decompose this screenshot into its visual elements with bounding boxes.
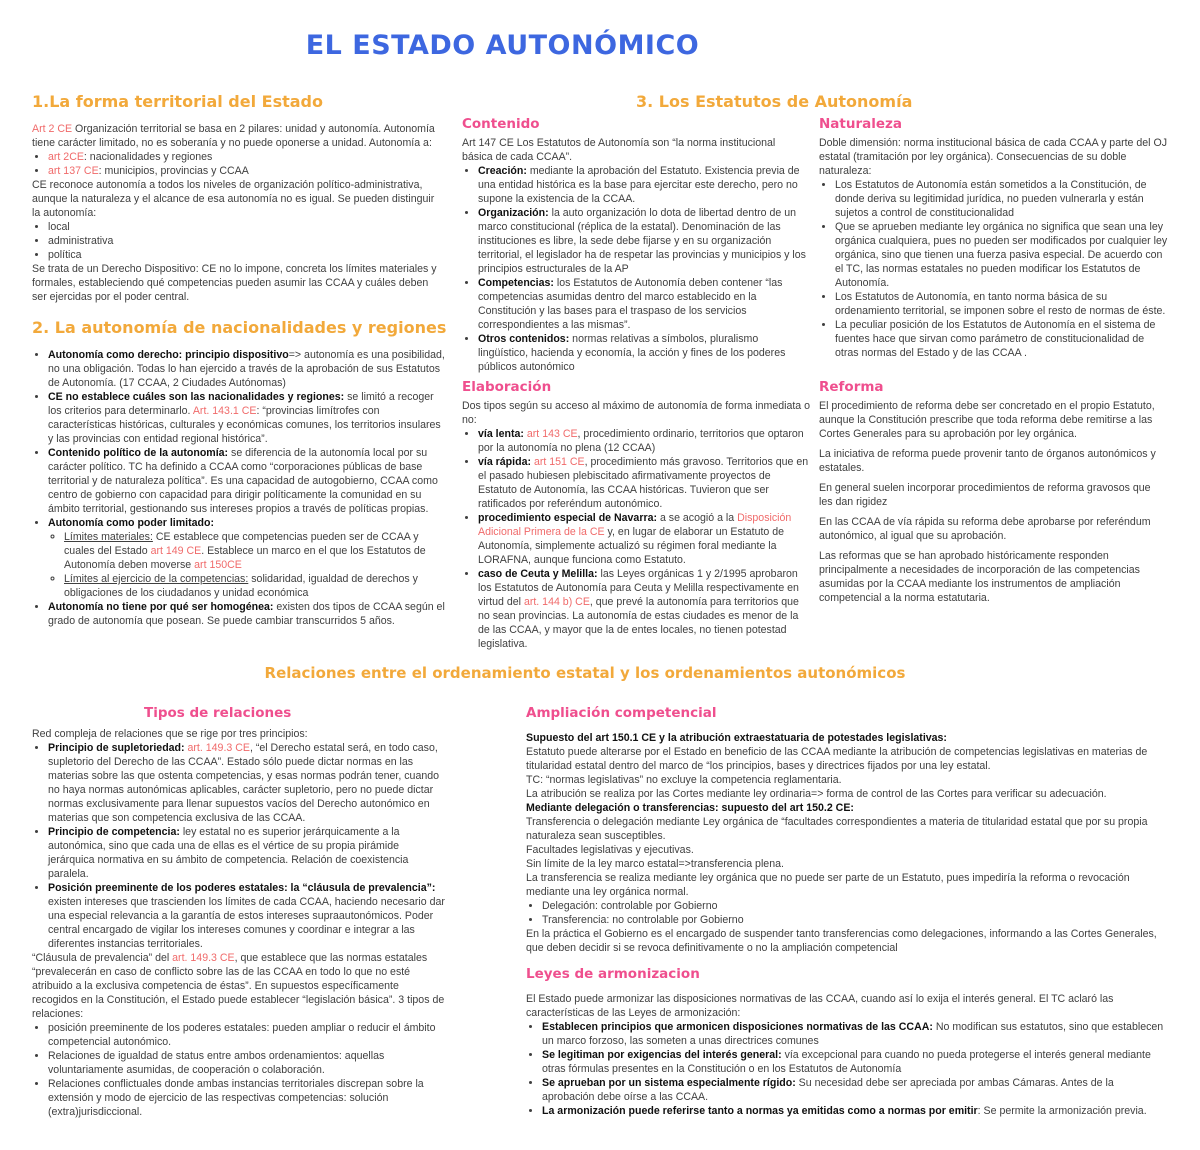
relation-types-list	[32, 1021, 447, 1119]
intro-text: Organización territorial se basa en 2 pilares: unidad y autonomía. Autonomía tiene carácter limitado, no es soberanía y no puede oponerse a unidad. Autonomía a:	[32, 123, 435, 149]
list-item: • local	[48, 220, 437, 234]
contenido-heading: Contenido	[462, 116, 540, 132]
list-item	[542, 1076, 1166, 1104]
ref: Disposición Adicional Primera de la CE	[478, 512, 792, 538]
sub-item	[64, 572, 447, 600]
item-text: se diferencia de la autonomía local por su carácter político. TC ha definido a CCAA como “corporaciones públicas de base territorial y de naturaleza política”. Es una capacidad de autogobierno, CCAA como centro de gobierno con capacidad para dirigir políticamente la comunidad en su ámbito territorial, gestionando sus intereses propios a través de políticas propias.	[48, 447, 438, 515]
item-title: Autonomía como poder limitado:	[48, 517, 214, 529]
item-text: : “provincias limítrofes con características históricas, culturales y económicas comunes, los territorios insulares y las provincias con entidad regional histórica”.	[48, 405, 441, 445]
item-text: solidaridad, igualdad de derechos y obligaciones de los ciudadanos y unidad económica	[64, 573, 418, 599]
item-text: los Estatutos de Autonomía deben contener “las competencias asumidas dentro del marco establecido en la Constitución y las bases para el traspaso de los servicios correspondientes a las mismas”.	[478, 277, 783, 331]
contenido-body	[462, 136, 807, 374]
elaboracion-list	[462, 427, 812, 651]
subheading: Supuesto del art 150.1 CE y la atribución extraestatuaria de potestades legislativas:	[526, 732, 947, 744]
paragraph: Sin límite de la ley marco estatal=>transferencia plena.	[526, 858, 784, 870]
item-text: : Se permite la armonización previa.	[977, 1105, 1147, 1117]
ampliacion-heading: Ampliación competencial	[526, 705, 717, 721]
ref: Art. 143.1 CE	[192, 405, 257, 417]
list-item	[478, 567, 812, 651]
list-item: • Que se aprueben mediante ley orgánica no significa que sean una ley orgánica cualquiera, pues no pueden ser modificados por cualquier ley orgánica, sino que tienen una fuerza pasiva especial. De acuerdo con el TC, las normas estatales no pueden modificar los Estatutos de Autonomía.	[835, 220, 1169, 290]
principles-list	[32, 741, 447, 951]
contenido-list	[462, 164, 807, 374]
intro-paragraph	[32, 122, 437, 150]
paragraph	[32, 951, 447, 1021]
sub-title: Límites materiales:	[64, 531, 153, 543]
list-item: • La peculiar posición de los Estatutos de Autonomía en el sistema de fuentes hace que sirvan como parámetro de constitucionalidad de otras normas del Estado y de las CCAA .	[835, 318, 1169, 360]
list-item	[478, 164, 807, 206]
item-text: => autonomía es una posibilidad, no una obligación. Todas lo han ejercido a través de la aprobación de sus Estatutos de Autonomía. (17 CCAA, 2 Ciudades Autónomas)	[48, 349, 445, 389]
item-title: Creación:	[478, 165, 527, 177]
list-item: • posición preeminente de los poderes estatales: pueden ampliar o reducir el ámbito competencial autonómico.	[48, 1021, 447, 1049]
list-item	[48, 164, 437, 178]
list-item	[542, 1020, 1166, 1048]
ref: art 151 CE	[533, 456, 585, 468]
ref: art. 144 b) CE	[523, 596, 590, 608]
ref: art 137 CE	[48, 165, 99, 177]
item-text: CE establece que competencias pueden ser de CCAA y cuales del Estado	[64, 531, 419, 557]
list-item	[48, 150, 437, 164]
subheading: Mediante delegación o transferencias: supuesto del art 150.2 CE:	[526, 802, 854, 814]
paragraph: Doble dimensión: norma institucional básica de cada CCAA y parte del OJ estatal (tramitación por ley orgánica). Consecuencias de su doble naturaleza:	[819, 137, 1168, 177]
section-1-body	[32, 122, 437, 304]
ref: art. 149.3 CE	[172, 952, 235, 964]
list-item	[48, 348, 447, 390]
item-text: ley estatal no es superior jerárquicamente a la autonómica, sino que cada una de ellas es el vértice de su propia pirámide jerárquica normativa en su ámbito de competencia. Relación de coexistencia paralela.	[48, 826, 409, 880]
paragraph: En la práctica el Gobierno es el encargado de suspender tanto transferencias como delegaciones, informando a las Cortes Generales, que deben decidir si se revoca definitivamente o no la ampliación competencial	[526, 928, 1157, 954]
item-text: , “el Derecho estatal será, en todo caso, supletorio del Derecho de las CCAA”. Estado sólo puede dictar normas en las materias sobre las que ostenta competencias, y esas normas podrán tener, cuando no haya normas autonómicas aplicables, carácter supletorio, pero no puede dictar normas exclusivamente para llenar supuestos vacíos del Derecho autonómico en materias que son competencia exclusiva de las CCAA.	[48, 742, 440, 824]
item-title: Contenido político de la autonomía:	[48, 447, 229, 459]
item-title: Se legitiman por exigencias del interés general:	[542, 1049, 782, 1061]
sub-list	[48, 530, 447, 600]
paragraph: El Estado puede armonizar las disposiciones normativas de las CCAA, cuando así lo exija el interés general. El TC aclaró las características de las Leyes de armonización:	[526, 993, 1114, 1019]
sub-title: Límites al ejercicio de la competencias:	[64, 573, 249, 585]
paragraph: Facultades legislativas y ejecutivas.	[526, 844, 694, 856]
item-text: vía excepcional para cuando no pueda protegerse el interés general mediante otras fórmulas presentes en la Constitución o en los Estatutos de Autonomía	[542, 1049, 1151, 1075]
list-item: • Los Estatutos de Autonomía están sometidos a la Constitución, de donde deriva su legitimidad jurídica, no pueden vulnerarla y están sujetos a control de constitucionalidad	[835, 178, 1169, 220]
ref: art 149 CE	[150, 545, 202, 557]
item-title: Principio de supletoriedad:	[48, 742, 185, 754]
levels-list	[32, 220, 437, 262]
naturaleza-list	[819, 178, 1169, 360]
item-text: , procedimiento más gravoso. Territorios que en el pasado hubiesen plebiscitado afirmativamente proyectos de Estatuto de Autonomía, las CCAA históricas. Tuvieron que ser ratificados por referéndum autonómico.	[478, 456, 809, 510]
ref-art2: Art 2 CE	[32, 123, 73, 135]
ampliacion-body	[526, 731, 1166, 955]
list-item: • Transferencia: no controlable por Gobierno	[542, 913, 1166, 927]
section-2-body	[32, 348, 447, 628]
item-title: caso de Ceuta y Melilla:	[478, 568, 598, 580]
list-item	[48, 881, 447, 951]
item-text: a se acogió a la	[657, 512, 738, 524]
list-item	[478, 332, 807, 374]
item-text: No modifican sus estatutos, sino que establecen un marco forzoso, las someten a unas directrices comunes	[542, 1021, 1164, 1047]
paragraph: Transferencia o delegación mediante Ley orgánica de “facultades correspondientes a materia de titularidad estatal que por su propia naturaleza sean susceptibles.	[526, 816, 1148, 842]
section-4-heading: Relaciones entre el ordenamiento estatal y los ordenamientos autonómicos	[264, 664, 906, 682]
list-item: • Relaciones conflictuales donde ambas instancias territoriales discrepan sobre la extensión y modo de ejercicio de las respectivas competencias: solución (extra)jurisdiccional.	[48, 1077, 447, 1119]
item-title: Se aprueban por un sistema especialmente rígido:	[542, 1077, 796, 1089]
list-item	[542, 1104, 1166, 1118]
item-title: CE no establece cuáles son las nacionalidades y regiones:	[48, 391, 345, 403]
list-item	[478, 511, 812, 567]
item-text: mediante la aprobación del Estatuto. Existencia previa de una entidad histórica es la base para ejercitar este derecho, pero no supone la existencia de la CCAA.	[478, 165, 800, 205]
paragraph: En las CCAA de vía rápida su reforma debe aprobarse por referéndum autonómico, al igual que su aprobación.	[819, 516, 1151, 542]
item-text: : nacionalidades y regiones	[83, 151, 213, 163]
control-list	[526, 899, 1166, 927]
item-title: Autonomía no tiene por qué ser homogénea:	[48, 601, 274, 613]
paragraph: Art 147 CE Los Estatutos de Autonomía son “la norma institucional básica de cada CCAA”.	[462, 137, 776, 163]
item-text: “Cláusula de prevalencia” del	[32, 952, 173, 964]
item-text: las Leyes orgánicas 1 y 2/1995 aprobaron los Estatutos de Autonomía para Ceuta y Melilla respectivamente en virtud del	[478, 568, 799, 608]
item-title: Principio de competencia:	[48, 826, 180, 838]
list-item	[48, 390, 447, 446]
reforma-body	[819, 399, 1164, 605]
section-3-heading: 3. Los Estatutos de Autonomía	[636, 92, 913, 111]
item-title: procedimiento especial de Navarra:	[478, 512, 657, 524]
elaboracion-heading: Elaboración	[462, 379, 552, 395]
section-2-heading: 2. La autonomía de nacionalidades y regiones	[32, 318, 447, 337]
paragraph: El procedimiento de reforma debe ser concretado en el propio Estatuto, aunque la Constitución prescribe que toda reforma debe remitirse a las Cortes Generales para su aprobación por ley orgánica.	[819, 400, 1155, 440]
item-title: Establecen principios que armonicen disposiciones normativas de las CCAA:	[542, 1021, 933, 1033]
leyes-heading: Leyes de armonizacion	[526, 966, 700, 982]
naturaleza-heading: Naturaleza	[819, 116, 902, 132]
item-title: Competencias:	[478, 277, 554, 289]
paragraph: La atribución se realiza por las Cortes mediante ley ordinaria=> forma de control de las Cortes para verificar su adecuación.	[526, 788, 1107, 800]
list-item: • Los Estatutos de Autonomía, en tanto norma básica de su ordenamiento territorial, se imponen sobre el resto de normas de éste.	[835, 290, 1169, 318]
paragraph: La iniciativa de reforma puede provenir tanto de órganos autonómicos y estatales.	[819, 448, 1156, 474]
list-item: • Relaciones de igualdad de status entre ambos ordenamientos: aquellas voluntariamente asumidas, de cooperación o colaboración.	[48, 1049, 447, 1077]
paragraph: En general suelen incorporar procedimientos de reforma gravosos que les dan rigidez	[819, 482, 1151, 508]
item-title: La armonización puede referirse tanto a normas ya emitidas como a normas por emitir	[542, 1105, 978, 1117]
item-title: vía lenta:	[478, 428, 524, 440]
ref: art 2CE	[48, 151, 84, 163]
item-text: , que prevé la autonomía para territorios que no sean provincias. La autonomía de estas ciudades es menor de la de las CCAA, y mayor que la de entes locales, no tienen potestad legislativa.	[478, 596, 799, 650]
pillars-list	[32, 150, 437, 178]
paragraph: Dos tipos según su acceso al máximo de autonomía de forma inmediata o no:	[462, 400, 811, 426]
item-text: . Establece un marco en el que los Estatutos de Autonomía deben moverse	[64, 545, 426, 571]
reforma-heading: Reforma	[819, 379, 884, 395]
ref: art. 149.3 CE	[187, 742, 250, 754]
list-item	[48, 516, 447, 600]
list-item: • política	[48, 248, 437, 262]
paragraph: Estatuto puede alterarse por el Estado en beneficio de las CCAA mediante la atribución de competencias legislativas en materias de titularidad estatal dentro del marco de “los principios, bases y directrices fijados por una ley estatal.	[526, 746, 1148, 772]
item-text: existen dos tipos de CCAA según el grado de autonomía que posean. Se puede cambiar transcurridos 5 años.	[48, 601, 445, 627]
paragraph: Las reformas que se han aprobado históricamente responden principalmente a necesidades de incorporación de las competencias asumidas por la CCAA mediante los instrumentos de ampliación competencial a la norma estatutaria.	[819, 550, 1140, 604]
list-item	[48, 741, 447, 825]
paragraph: CE reconoce autonomía a todos los niveles de organización político-administrativa, aunque la naturaleza y el alcance de esa autonomía no es igual. Se pueden distinguir la autonomía:	[32, 179, 435, 219]
list-item	[478, 427, 812, 455]
list-item	[48, 446, 447, 516]
item-text: la auto organización lo dota de libertad dentro de un marco constitucional (réplica de la estatal). Denominación de las instituciones es libre, la sede debe fijarse y en su organización territorial, el legislador ha de respetar las provincias y municipios y los principios estructurales de la AP	[478, 207, 806, 275]
item-text: , procedimiento ordinario, territorios que optaron por la autonomía no plena (12 CCAA)	[478, 428, 804, 454]
paragraph: Se trata de un Derecho Dispositivo: CE no lo impone, concreta los límites materiales y formales, estableciendo qué competencias pueden asumir las CCAA y cuáles deben ser ejercidas por el poder central.	[32, 263, 437, 303]
list-item: • administrativa	[48, 234, 437, 248]
list-item	[542, 1048, 1166, 1076]
item-title: Autonomía como derecho: principio dispositivo	[48, 349, 289, 361]
list-item	[478, 206, 807, 276]
item-title: Otros contenidos:	[478, 333, 570, 345]
list-item: • Delegación: controlable por Gobierno	[542, 899, 1166, 913]
leyes-body	[526, 992, 1166, 1118]
item-text: , que establece que las normas estatales “prevalecerán en caso de conflicto sobre las de las CCAA en todo lo que no esté atribuido a la exclusiva competencia de éstas”. En supuestos específicamente recogidos en la Constitución, el Estado puede establecer “legislación básica”. 3 tipos de relaciones:	[32, 952, 445, 1020]
tipos-heading: Tipos de relaciones	[144, 705, 292, 721]
item-text: Su necesidad debe ser apreciada por ambas Cámaras. Antes de la aprobación debe oírse a las CCAA.	[542, 1077, 1114, 1103]
item-title: Organización:	[478, 207, 549, 219]
ref: art 150CE	[194, 559, 242, 571]
item-title: Posición preeminente de los poderes estatales: la “cláusula de prevalencia”:	[48, 882, 436, 894]
leyes-list	[526, 1020, 1166, 1118]
item-text: y, en lugar de elaborar un Estatuto de Autonomía, simplemente actualizó su régimen foral mediante la LORAFNA, aunque funciona como Estatuto.	[478, 526, 785, 566]
ref: art 143 CE	[526, 428, 578, 440]
tipos-body	[32, 727, 447, 1119]
elaboracion-body	[462, 399, 812, 651]
item-text: : municipios, provincias y CCAA	[98, 165, 249, 177]
autonomy-list	[32, 348, 447, 628]
list-item	[478, 276, 807, 332]
list-item	[48, 825, 447, 881]
page-title: EL ESTADO AUTONÓMICO	[305, 30, 700, 61]
item-text: existen intereses que trascienden los límites de cada CCAA, haciendo necesario dar una especial relevancia a la garantía de estos intereses supraautonómicos. Poder central encargado de vigilar los intereses comunes y coordinar e integrar a las diferentes instancias territoriales.	[48, 896, 445, 950]
paragraph: Red compleja de relaciones que se rige por tres principios:	[32, 728, 308, 740]
list-item	[478, 455, 812, 511]
paragraph: La transferencia se realiza mediante ley orgánica que no puede ser parte de un Estatuto, pues impediría la reforma o revocación mediante una ley orgánica normal.	[526, 872, 1130, 898]
naturaleza-body	[819, 136, 1169, 360]
section-1-heading: 1.La forma territorial del Estado	[32, 92, 323, 111]
item-text: normas relativas a símbolos, pluralismo lingüístico, hacienda y economía, la acción y fines de los poderes públicos autonómico	[478, 333, 786, 373]
sub-item	[64, 530, 447, 572]
paragraph: TC: “normas legislativas” no excluye la competencia reglamentaria.	[526, 774, 842, 786]
list-item	[48, 600, 447, 628]
item-title: vía rápida:	[478, 456, 531, 468]
item-text: se limitó a recoger los criterios para determinarlo.	[48, 391, 434, 417]
